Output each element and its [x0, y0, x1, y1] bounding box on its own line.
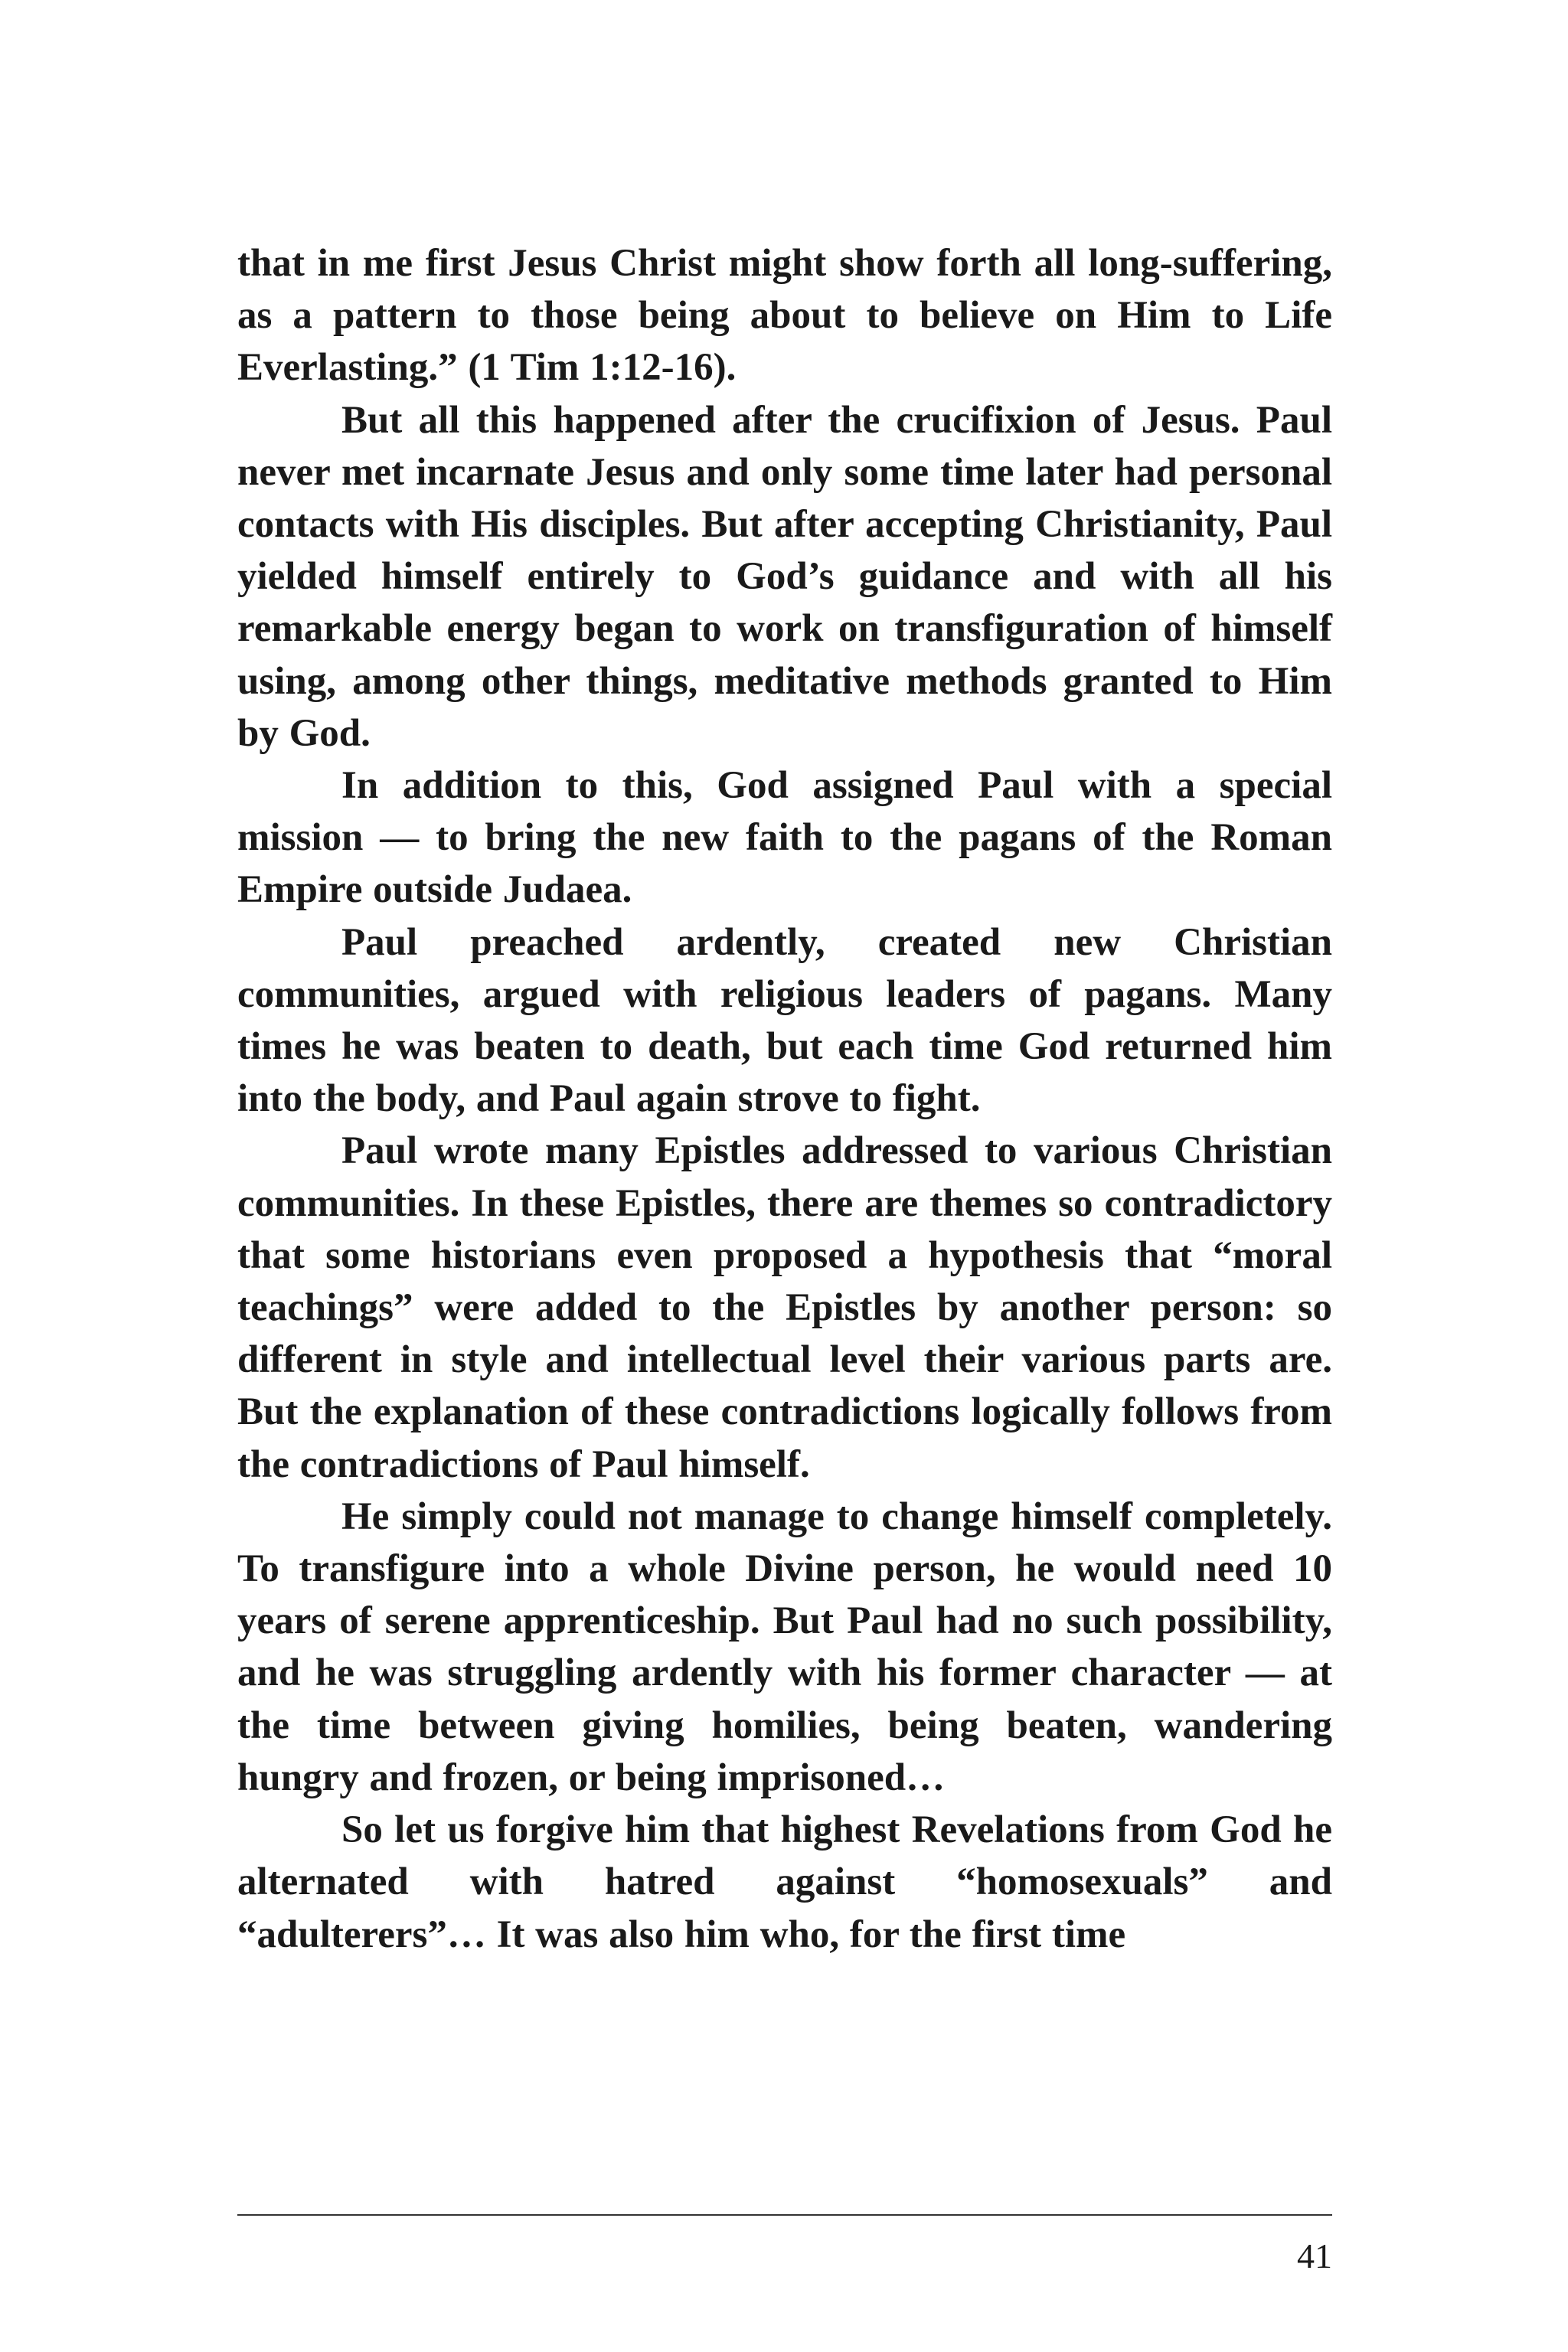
footer-rule: [237, 2214, 1332, 2216]
paragraph: But all this happened after the crucifixion of Jesus. Paul never met incarnate Jesus and only some time later had personal contacts with His disciples. But after accepting Christianity, Paul yielded himself entirely to God’s guidance and with all his remarkable energy began to work on transfiguration of himself using, among other things, meditative methods granted to Him by God.: [237, 398, 1332, 755]
paragraph: In addition to this, God assigned Paul with a special mission — to bring the new faith to the pagans of the Roman Empire outside Judaea.: [237, 764, 1332, 912]
page-number: 41: [1297, 2236, 1332, 2275]
paragraph-continuation: that in me first Jesus Christ might show forth all long-suffering, as a pattern to those being about to believe on Him to Life Everlasting.” (1 Tim 1:12-16).: [237, 242, 1332, 390]
paragraph: He simply could not manage to change himself completely. To transfigure into a whole Divine person, he would need 10 years of serene apprenticeship. But Paul had no such possibility, and he was struggling ardently with his former character — at the time between giving homilies, being beaten, wandering hungry and frozen, or being imprisoned…: [237, 1494, 1332, 1799]
paragraph: So let us forgive him that highest Revelations from God he alternated with hatred against “homosexuals” and “adulterers”… It was also him who, for the first time: [237, 1808, 1332, 1956]
paragraph: Paul wrote many Epistles addressed to various Christian communities. In these Epistles, there are themes so contradictory that some historians even proposed a hypothesis that “moral teachings” were added to the Epistles by another person: so different in style and intellectual level their various parts are. But the explanation of these contradictions logically follows from the contradictions of Paul himself.: [237, 1129, 1332, 1486]
paragraph: Paul preached ardently, created new Christian communities, argued with religious leaders of pagans. Many times he was beaten to death, but each time God returned him into the body, and Paul again strove to fight.: [237, 920, 1332, 1121]
body-text: [237, 237, 1332, 1961]
